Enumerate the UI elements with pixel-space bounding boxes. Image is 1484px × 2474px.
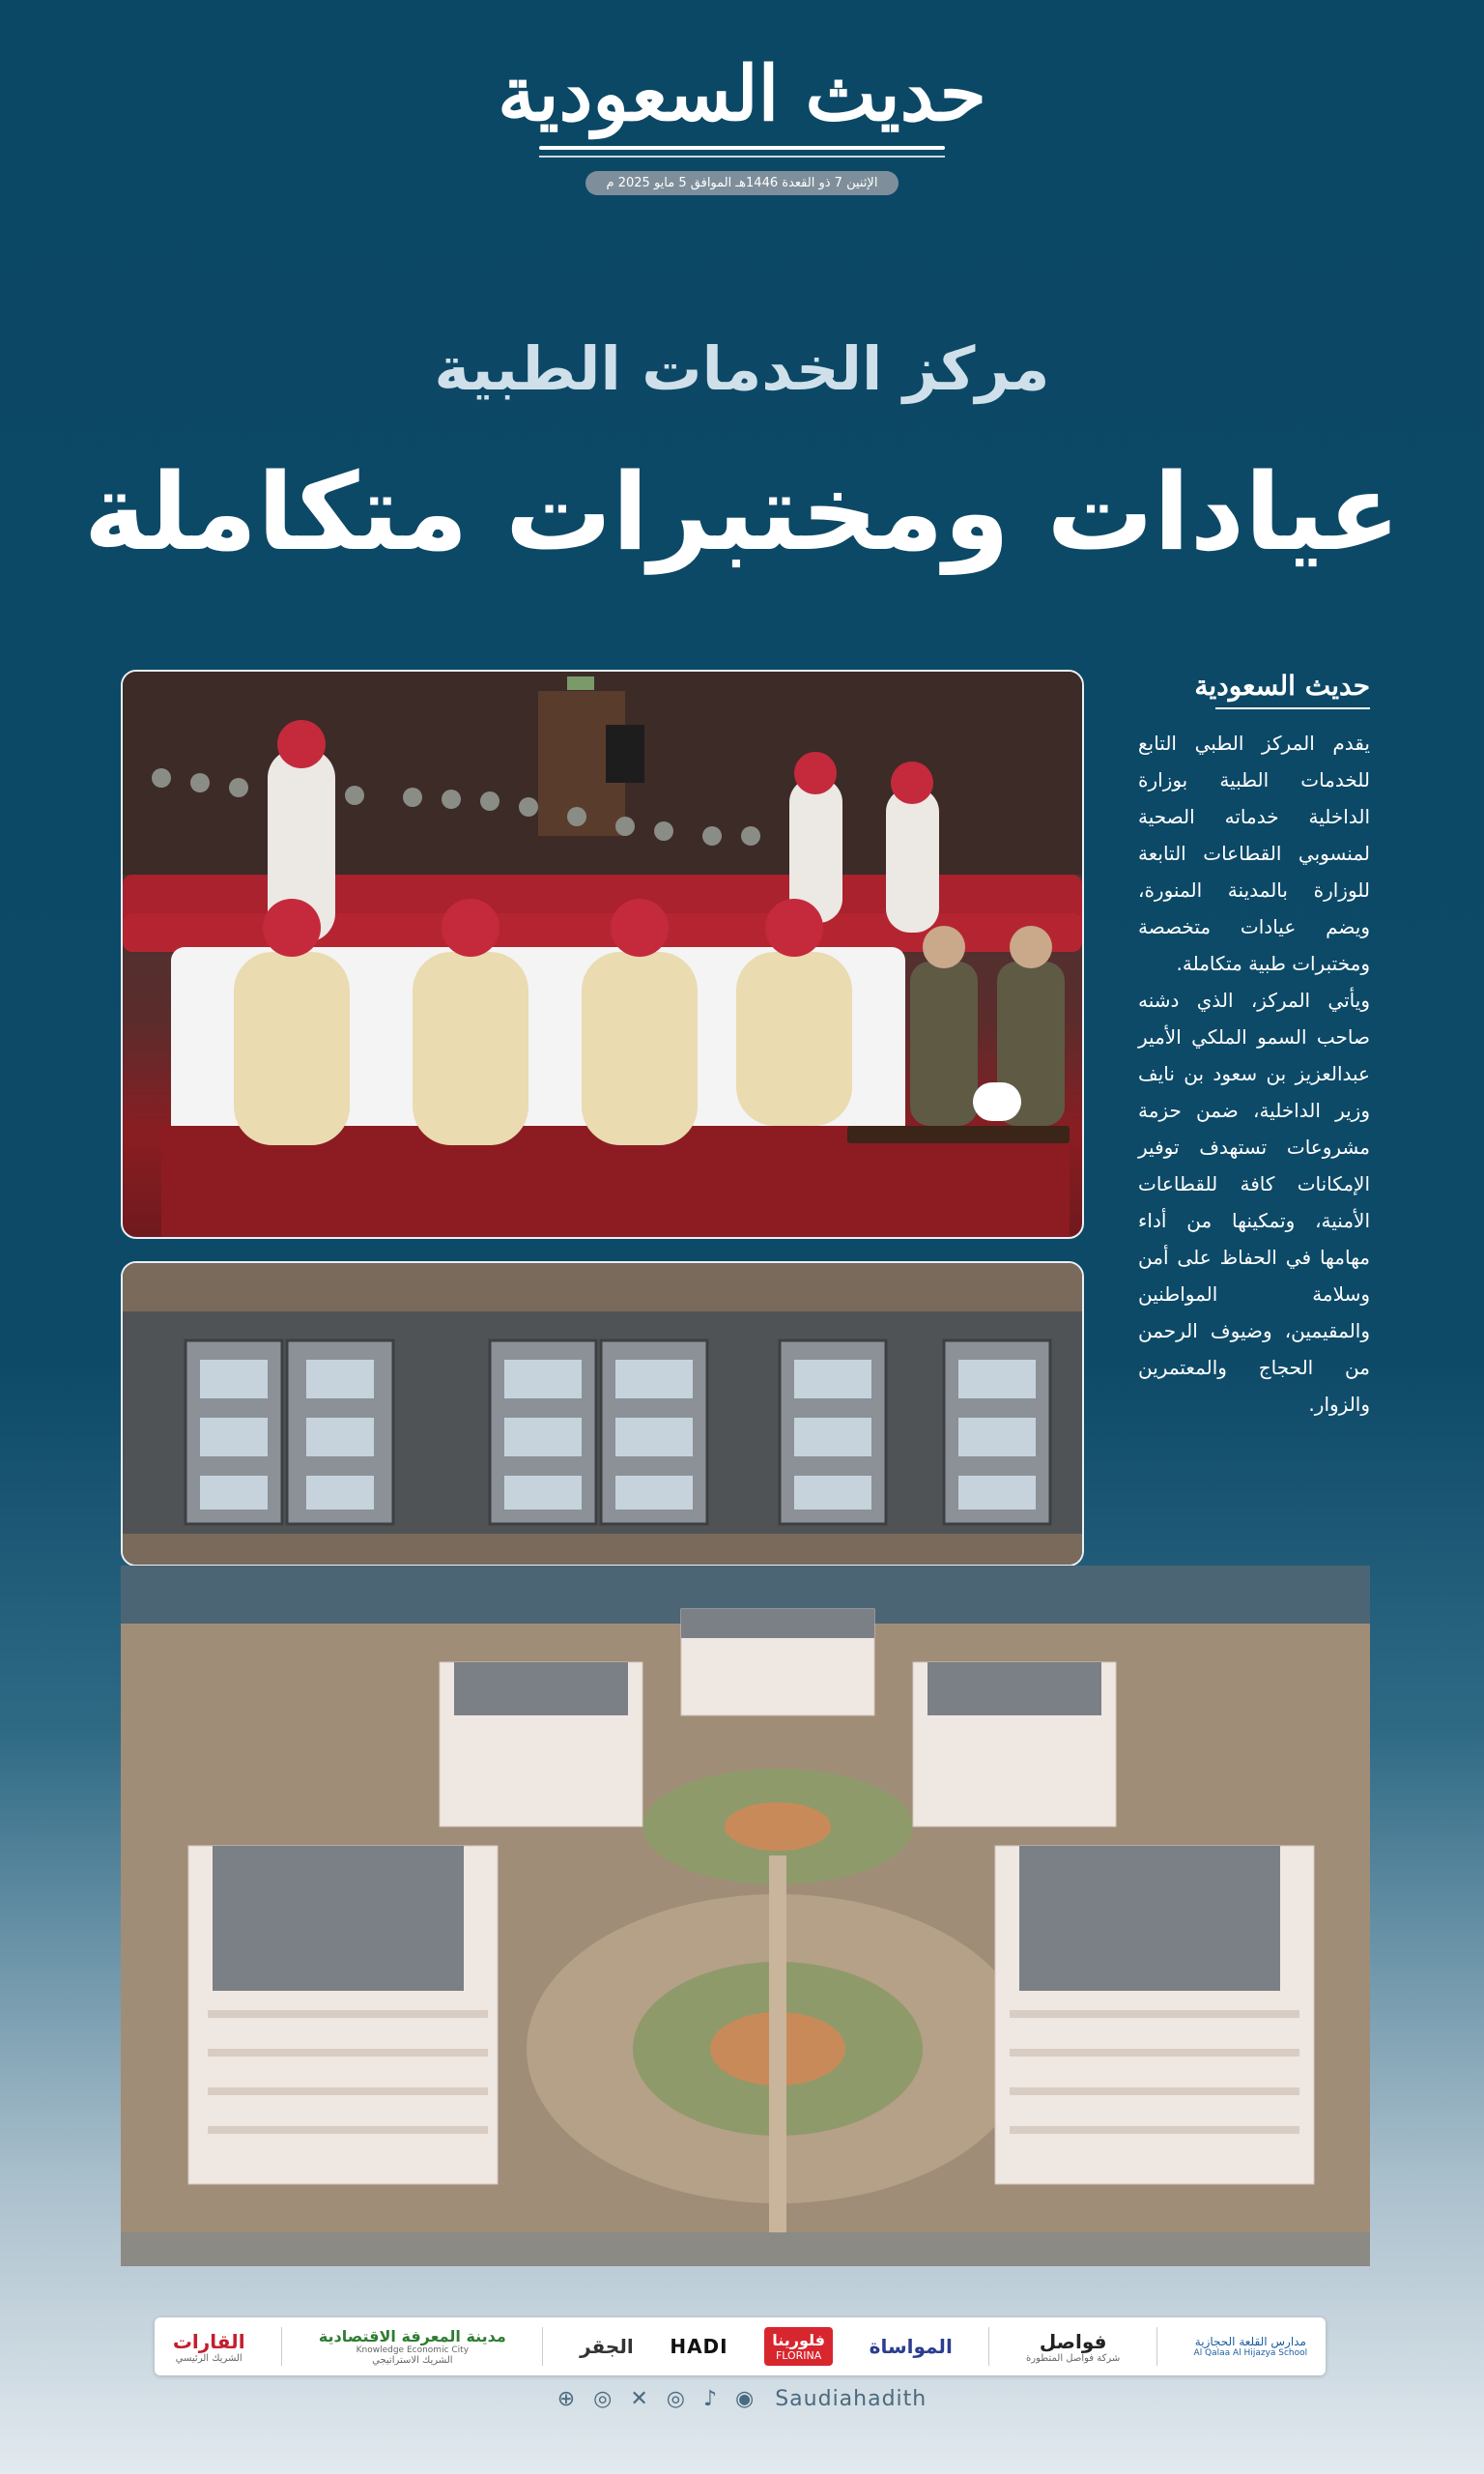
aerial-buildings-photo [121,1261,1084,1567]
article-paragraph-1: يقدم المركز الطبي التابع للخدمات الطبية بوزارة الداخلية خدماته الصحية لمنسوبي القطاعات التابعة للوزارة بالمدينة المنورة، ويضم عيادات متخصصة ومختبرات طبية متكاملة. [1138,732,1370,975]
article-paragraph-2: ويأتي المركز، الذي دشنه صاحب السمو الملكي الأمير عبدالعزيز بن سعود بن نايف وزير الداخلية، ضمن حزمة مشروعات تستهدف توفير الإمكانات كافة للقطاعات الأمنية، وتمكينها من أداء مهامها في الحفاظ على أمن وسلامة المواطنين والمقيمين، وضيوف الرحمن من الحجاج والمعتمرين والزوار. [1138,989,1370,1416]
ceremony-illustration [123,672,1082,1237]
social-icons: ⊕ ◎ ✕ ◎ ♪ ◉ [556,2387,760,2411]
ceremony-photo [121,670,1084,1239]
sponsor-strategic[interactable]: مدينة المعرفة الاقتصادية Knowledge Economic City الشريك الاستراتيجي [318,2327,506,2366]
article-sidebar [1138,670,1370,1423]
divider [281,2327,282,2366]
divider [1156,2327,1157,2366]
headline: عيادات ومختبرات متكاملة [83,450,1401,574]
sponsor-main[interactable]: القارات الشريك الرئيسي [172,2329,245,2364]
sidebar-rule [1215,707,1370,709]
sidebar-logo: حديث السعودية [1194,670,1370,702]
logo-rule-thin [539,156,945,158]
social-handle [0,2387,1484,2411]
sponsor-hadi[interactable]: HADI [670,2335,728,2358]
social-handle-text[interactable]: Saudiahadith [775,2387,928,2411]
divider [988,2327,989,2366]
complex-overview-illustration [121,1566,1370,2266]
logo-rule [539,146,945,150]
sponsor-almouwasat[interactable]: المواساة [869,2335,953,2358]
divider [542,2327,543,2366]
sponsor-alsaqr[interactable]: الجقر [580,2335,634,2358]
article-body [1138,725,1370,1423]
sponsor-florina[interactable]: فلورينا FLORINA [764,2327,833,2366]
sponsor-fawasel[interactable]: فواصل شركة فواصل المتطورة [1026,2329,1121,2364]
sponsor-alqalaa-school[interactable]: مدارس القلعة الحجازية Al Qalaa Al Hijazya School [1193,2335,1308,2358]
sponsors-bar [155,2317,1326,2375]
masthead [0,50,1484,195]
aerial-buildings-illustration [123,1263,1082,1565]
complex-overview-photo [121,1566,1370,2266]
newspaper-logo: حديث السعودية [498,50,986,138]
kicker-title: مركز الخدمات الطبية [434,333,1050,404]
date-badge: الإثنين 7 ذو القعدة 1446هـ الموافق 5 مايو 2025 م [585,171,899,195]
